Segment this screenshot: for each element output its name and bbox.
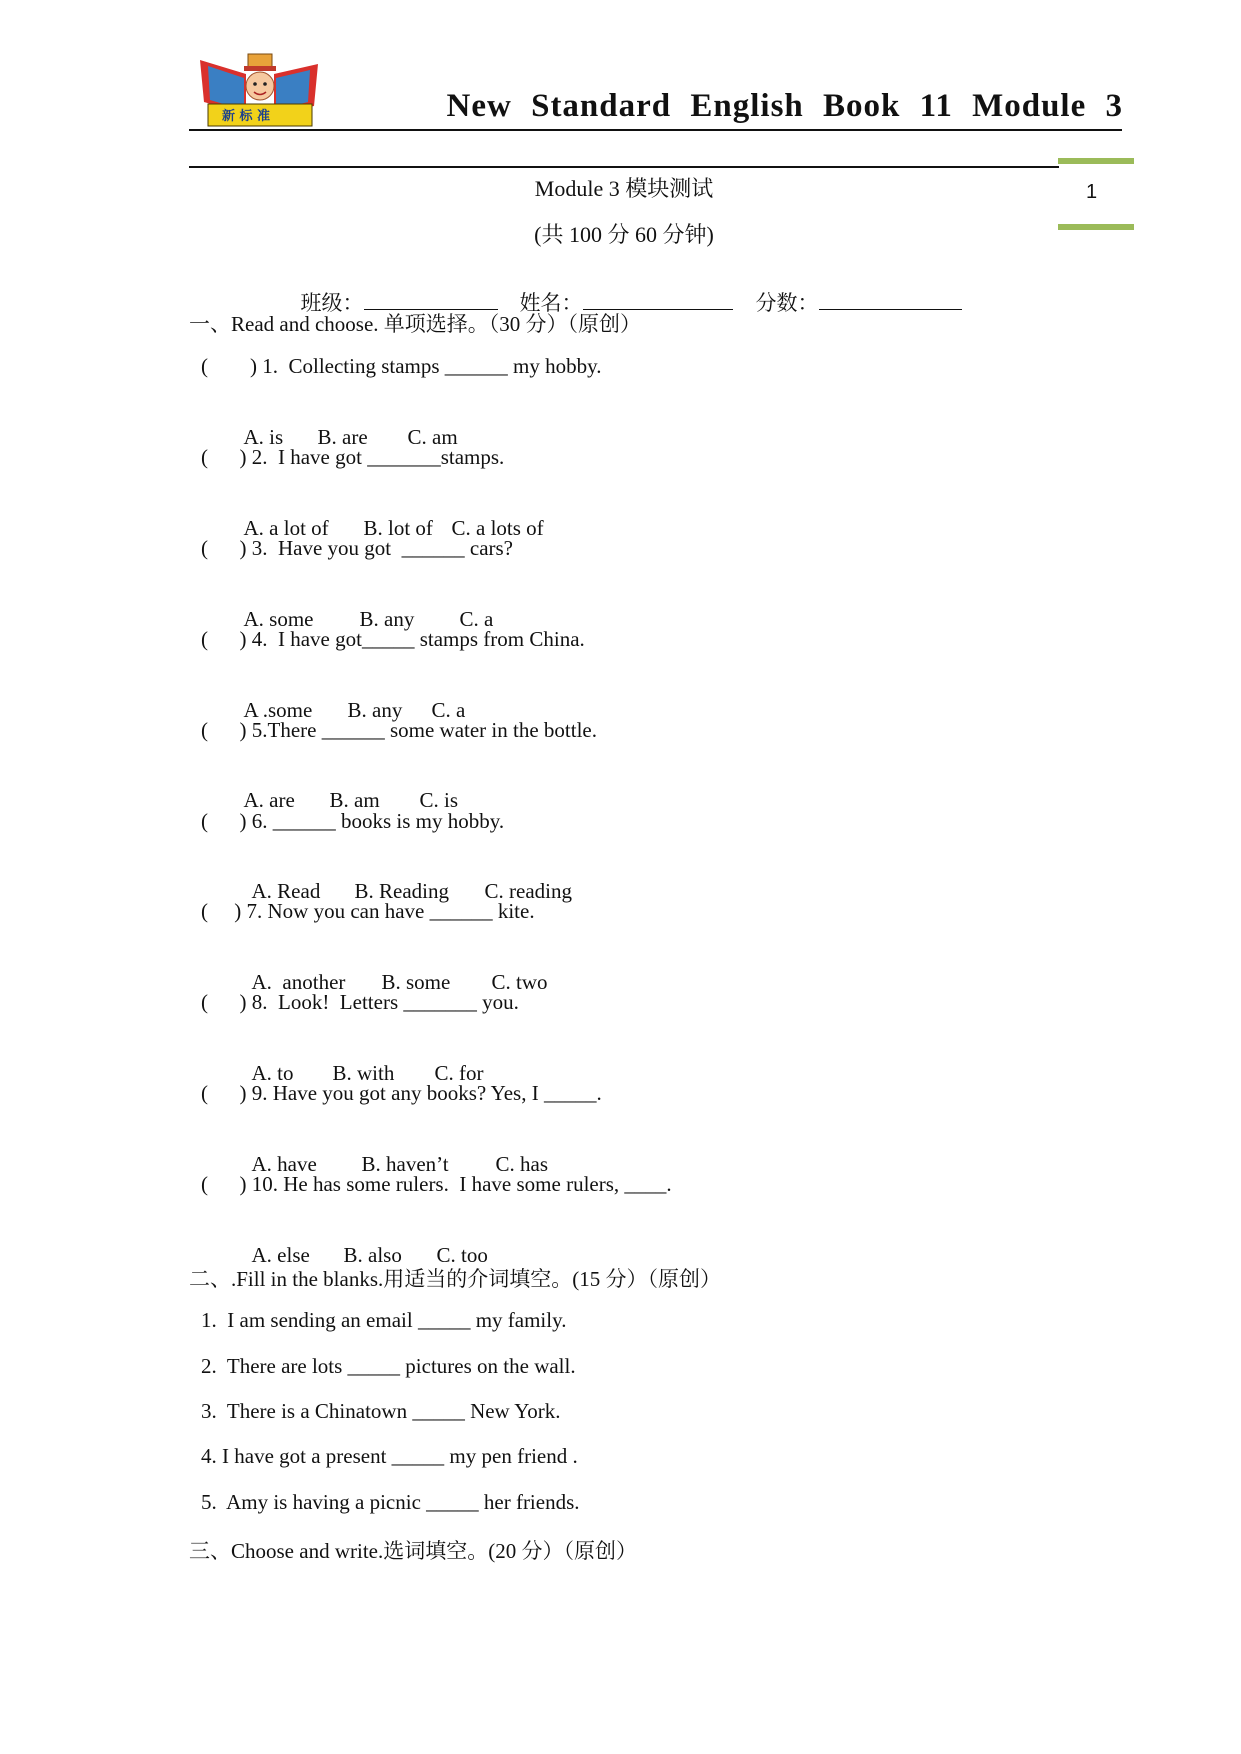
question-8-options bbox=[241, 1036, 484, 1086]
q7-option-a[interactable]: A. another bbox=[251, 970, 346, 994]
test-title: Module 3 模块测试 bbox=[534, 176, 714, 201]
q5-option-b[interactable]: B. am bbox=[329, 788, 380, 812]
question-6-options bbox=[241, 854, 572, 904]
fill-item-2: 2. There are lots _____ pictures on the wall. bbox=[201, 1354, 576, 1378]
q1-option-c[interactable]: C. am bbox=[407, 425, 458, 449]
question-9: ( ) 9. Have you got any books? Yes, I _____. bbox=[201, 1081, 602, 1105]
question-1: ( ) 1. Collecting stamps ______ my hobby. bbox=[201, 354, 602, 378]
q1-option-a[interactable]: A. is bbox=[243, 425, 284, 449]
q2-option-b[interactable]: B. lot of bbox=[363, 516, 433, 540]
question-9-options bbox=[241, 1127, 548, 1177]
score-field[interactable] bbox=[745, 262, 962, 317]
question-6: ( ) 6. ______ books is my hobby. bbox=[201, 809, 505, 833]
q10-option-a[interactable]: A. else bbox=[251, 1243, 310, 1267]
q1-option-b[interactable]: B. are bbox=[317, 425, 368, 449]
question-8: ( ) 8. Look! Letters _______ you. bbox=[201, 990, 519, 1014]
page-marker-bottom bbox=[1058, 224, 1134, 230]
question-10-options bbox=[241, 1218, 488, 1268]
fill-item-3: 3. There is a Chinatown _____ New York. bbox=[201, 1399, 561, 1423]
header-rule bbox=[189, 129, 1122, 131]
fill-item-4: 4. I have got a present _____ my pen friend . bbox=[201, 1444, 578, 1468]
q10-option-c[interactable]: C. too bbox=[436, 1243, 488, 1267]
question-1-options bbox=[233, 400, 458, 450]
question-3: ( ) 3. Have you got ______ cars? bbox=[201, 536, 514, 560]
q3-option-b[interactable]: B. any bbox=[359, 607, 415, 631]
question-5-options bbox=[233, 763, 458, 813]
q9-option-a[interactable]: A. have bbox=[251, 1152, 317, 1176]
q4-option-c[interactable]: C. a bbox=[431, 698, 466, 722]
fill-item-1: 1. I am sending an email _____ my family. bbox=[201, 1308, 567, 1332]
q7-option-b[interactable]: B. some bbox=[381, 970, 451, 994]
q2-option-c[interactable]: C. a lots of bbox=[451, 516, 544, 540]
logo-text: 新 标 准 bbox=[222, 109, 271, 124]
q4-option-b[interactable]: B. any bbox=[347, 698, 403, 722]
test-subtitle: (共 100 分 60 分钟) bbox=[534, 222, 714, 247]
q3-option-a[interactable]: A. some bbox=[243, 607, 314, 631]
page-marker-top bbox=[1058, 158, 1134, 164]
class-label: 班级： bbox=[300, 291, 364, 315]
q7-option-c[interactable]: C. two bbox=[491, 970, 548, 994]
question-2: ( ) 2. I have got _______stamps. bbox=[201, 445, 505, 469]
fill-item-5: 5. Amy is having a picnic _____ her friends. bbox=[201, 1490, 580, 1514]
question-2-options bbox=[233, 491, 544, 541]
question-4-options bbox=[233, 673, 465, 723]
content-rule bbox=[189, 166, 1059, 168]
q8-option-b[interactable]: B. with bbox=[332, 1061, 395, 1085]
question-7: ( ) 7. Now you can have ______ kite. bbox=[201, 899, 535, 923]
q6-option-a[interactable]: A. Read bbox=[251, 879, 321, 903]
q5-option-a[interactable]: A. are bbox=[243, 788, 295, 812]
q2-option-a[interactable]: A. a lot of bbox=[243, 516, 329, 540]
q5-option-c[interactable]: C. is bbox=[419, 788, 459, 812]
q9-option-b[interactable]: B. haven’t bbox=[361, 1152, 449, 1176]
question-10: ( ) 10. He has some rulers. I have some rulers, ____. bbox=[201, 1172, 672, 1196]
q10-option-b[interactable]: B. also bbox=[343, 1243, 402, 1267]
q8-option-a[interactable]: A. to bbox=[251, 1061, 294, 1085]
question-5: ( ) 5.There ______ some water in the bottle. bbox=[201, 718, 597, 742]
q4-option-a[interactable]: A .some bbox=[243, 698, 313, 722]
q9-option-c[interactable]: C. has bbox=[495, 1152, 548, 1176]
section-1-heading: 一、Read and choose. 单项选择。（30 分）（原创） bbox=[189, 312, 642, 336]
header-title: New Standard English Book 11 Module 3 bbox=[446, 88, 1123, 124]
question-3-options bbox=[233, 582, 493, 632]
question-7-options bbox=[241, 945, 548, 995]
section-3-heading: 三、Choose and write.选词填空。(20 分）（原创） bbox=[189, 1539, 637, 1563]
q6-option-b[interactable]: B. Reading bbox=[354, 879, 449, 903]
publisher-logo bbox=[198, 48, 320, 128]
name-label: 姓名： bbox=[519, 291, 583, 315]
q8-option-c[interactable]: C. for bbox=[434, 1061, 484, 1085]
score-blank[interactable] bbox=[819, 291, 962, 310]
score-label: 分数： bbox=[755, 291, 819, 315]
page-number: 1 bbox=[1086, 181, 1098, 203]
q3-option-c[interactable]: C. a bbox=[459, 607, 494, 631]
q6-option-c[interactable]: C. reading bbox=[484, 879, 572, 903]
question-4: ( ) 4. I have got_____ stamps from China. bbox=[201, 627, 585, 651]
section-2-heading: 二、.Fill in the blanks.用适当的介词填空。(15 分）（原创） bbox=[189, 1267, 721, 1291]
